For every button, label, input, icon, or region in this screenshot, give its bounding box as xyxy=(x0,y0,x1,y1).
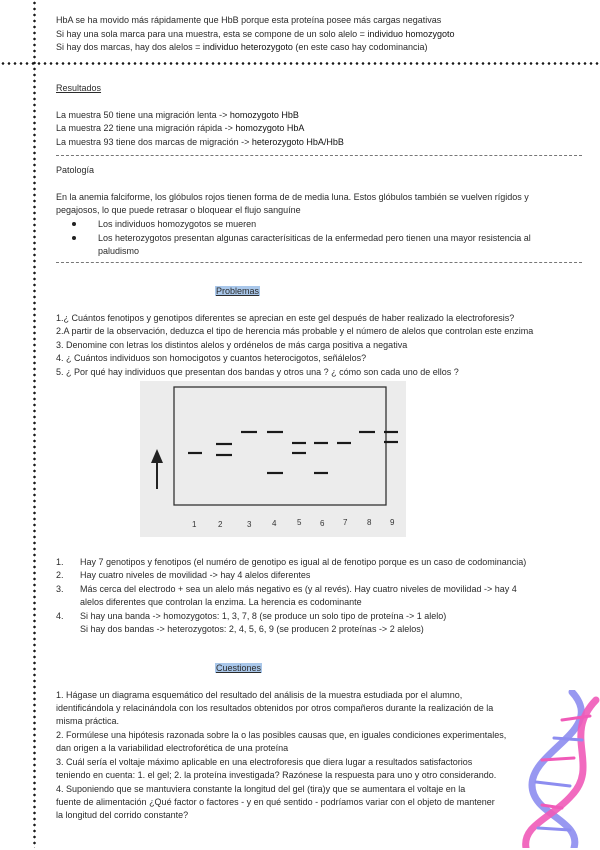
intro-line-2: Si hay una sola marca para una muestra, esta se compone de un solo alelo = individuo homozygoto xyxy=(56,29,455,39)
patologia-title: Patología xyxy=(56,165,95,175)
answer-4-number: 4. xyxy=(56,611,64,621)
intro-line-1: HbA se ha movido más rápidamente que HbB porque esta proteína posee más cargas negativas xyxy=(56,15,442,25)
lane-label-2: 2 xyxy=(218,520,223,529)
lane-label-1: 1 xyxy=(192,520,197,529)
resultados-title: Resultados xyxy=(56,83,102,93)
cuestion-1a: 1. Hágase un diagrama esquemático del resultado del análisis de la muestra estudiada por el alumno, xyxy=(56,690,463,700)
top-dotted-separator xyxy=(0,62,600,65)
answer-1: Hay 7 genotipos y fenotipos (el numéro de genotipo es igual al de fenotipo porque es un caso de codominancia) xyxy=(80,557,527,567)
patologia-bullet-2a: Los heterozygotos presentan algunas caracterísiticas de la enfermedad pero tienen una mayor resistencia al xyxy=(98,233,531,243)
answer-4b: Si hay dos bandas -> heterozygotos: 2, 4, 5, 6, 9 (se producen 2 proteínas -> 2 alelos) xyxy=(80,624,424,634)
intro-line-3: Si hay dos marcas, hay dos alelos = individuo heterozygoto (en este caso hay codominancia) xyxy=(56,42,428,52)
lane-label-5: 5 xyxy=(297,518,302,527)
cuestion-1b: identificándola y relacinándola con los resultados obtenidos por otros compañeros durante la realización de la xyxy=(56,703,494,713)
separator-1 xyxy=(56,155,582,156)
gel-electrophoresis-photo xyxy=(140,381,406,537)
resultado-2: La muestra 22 tiene una migración rápida -> homozygoto HbA xyxy=(56,123,305,133)
answer-2-number: 2. xyxy=(56,570,64,580)
lane-label-3: 3 xyxy=(247,520,252,529)
lane-label-9: 9 xyxy=(390,518,395,527)
lane-label-4: 4 xyxy=(272,519,277,528)
bullet-dot-2 xyxy=(72,236,76,240)
patologia-bullet-1: Los individuos homozygotos se mueren xyxy=(98,219,257,229)
cuestion-4a: 4. Suponiendo que se mantuviera constante la longitud del gel (tira)y que se aumentara el voltaje en la xyxy=(56,784,466,794)
cuestion-3b: teniendo en cuenta: 1. el gel; 2. la proteína investigada? Razónese la respuesta para uno y otro considerando. xyxy=(56,770,497,780)
problema-2: 2.A partir de la observación, deduzca el tipo de herencia más probable y el número de alelos que controlan este enzima xyxy=(56,326,534,336)
separator-2 xyxy=(56,262,582,263)
problema-1: 1.¿ Cuántos fenotipos y genotipos diferentes se aprecian en este gel después de haber realizado la electroforesis? xyxy=(56,313,515,323)
intro-bold-homozygoto: individuo homozygoto xyxy=(367,29,455,39)
cuestion-4c: la longitud del corrido constante? xyxy=(56,810,189,820)
bullet-dot-1 xyxy=(72,222,76,226)
answer-3a: Más cerca del electrodo + sea un alelo más negativo es (y al revés). Hay cuatro niveles de movilidad -> hay 4 xyxy=(80,584,517,594)
cuestion-4b: fuente de alimentación ¿Qué factor o factores - y en qué sentido - podríamos variar con el objeto de mantener xyxy=(56,797,495,807)
patologia-paragraph-2: pegajosos, lo que puede retrasar o bloquear el flujo sanguíne xyxy=(56,205,301,215)
lane-label-7: 7 xyxy=(343,518,348,527)
patologia-paragraph-1: En la anemia falciforme, los glóbulos rojos tienen forma de de media luna. Estos glóbulos también se vuelven rígidos y xyxy=(56,192,529,202)
answer-1-number: 1. xyxy=(56,557,64,567)
patologia-bullet-2b: paludismo xyxy=(98,246,140,256)
problema-5: 5. ¿ Por qué hay individuos que presentan dos bandas y otros una ? ¿ cómo son cada uno de ellos ? xyxy=(56,367,459,377)
cuestion-2b: dan origen a la variabilidad electroforética de una proteína xyxy=(56,743,289,753)
resultado-3: La muestra 93 tiene dos marcas de migración -> heterozygoto HbA/HbB xyxy=(56,137,344,147)
gel-drawing xyxy=(140,381,406,537)
dna-helix-icon xyxy=(512,690,600,848)
answer-2: Hay cuatro niveles de movilidad -> hay 4 alelos diferentes xyxy=(80,570,311,580)
intro-bold-heterozygoto: individuo heterozygoto xyxy=(202,42,293,52)
cuestion-3a: 3. Cuál sería el voltaje máximo aplicable en una electroforesis que diera lugar a resultados satisfactorios xyxy=(56,757,473,767)
problema-3: 3. Denomine con letras los distintos alelos y ordénelos de más carga positiva a negativa xyxy=(56,340,408,350)
answer-3b: alelos diferentes que controlan la enzima. La herencia es codominante xyxy=(80,597,362,607)
cuestion-1c: misma práctica. xyxy=(56,716,120,726)
cuestion-2a: 2. Formúlese una hipótesis razonada sobre la o las posibles causas que, en iguales condiciones experimentales, xyxy=(56,730,507,740)
problemas-title: Problemas xyxy=(216,286,260,296)
lane-label-6: 6 xyxy=(320,519,325,528)
left-dotted-border xyxy=(33,0,36,848)
answer-4a: Si hay una banda -> homozygotos: 1, 3, 7, 8 (se produce un solo tipo de proteína -> 1 alelo) xyxy=(80,611,447,621)
lane-label-8: 8 xyxy=(367,518,372,527)
answer-3-number: 3. xyxy=(56,584,64,594)
cuestiones-title: Cuestiones xyxy=(216,663,262,673)
resultado-1: La muestra 50 tiene una migración lenta -> homozygoto HbB xyxy=(56,110,299,120)
problema-4: 4. ¿ Cuántos individuos son homocigotos y cuantos heterocigotos, señálelos? xyxy=(56,353,367,363)
dna-helix-decoration xyxy=(512,690,600,848)
